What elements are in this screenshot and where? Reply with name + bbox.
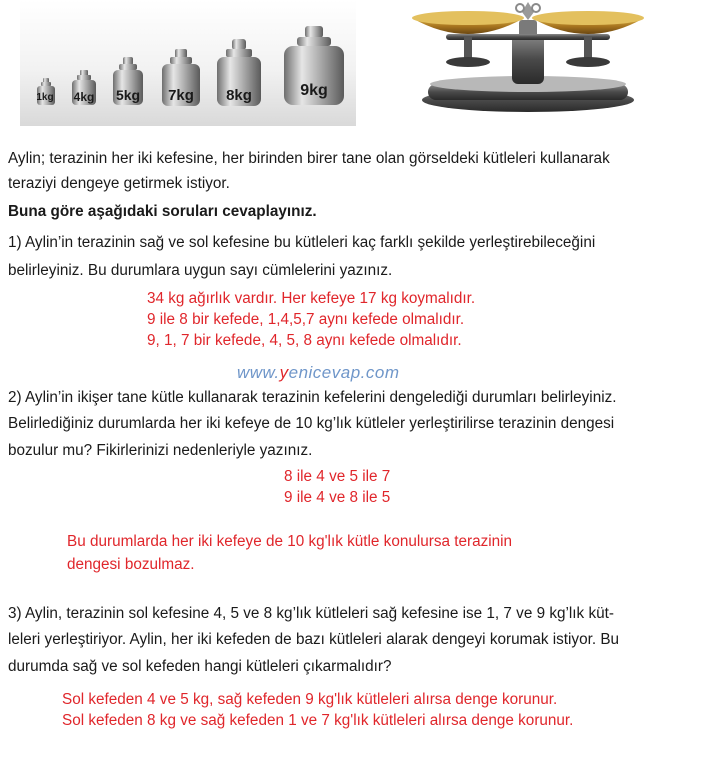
q2-explanation-2: dengesi bozulmaz. — [67, 556, 195, 573]
intro-line-2: teraziyi dengeye getirmek istiyor. — [8, 175, 230, 192]
q3-line-3: durumda sağ ve sol kefeden hangi kütleleri çıkarmalıdır? — [8, 658, 392, 675]
q2-line-1: 2) Aylin’in ikişer tane kütle kullanarak terazinin kefelerini dengelediği durumları belirleyiniz. — [8, 389, 617, 406]
weight-label: 5kg — [115, 87, 141, 103]
q1-answer-2: 9 ile 8 bir kefede, 1,4,5,7 aynı kefede olmalıdır. — [147, 311, 465, 328]
weight-label: 1kg — [36, 92, 54, 103]
watermark-suffix: enicevap.com — [288, 363, 400, 382]
weights-image — [20, 0, 356, 126]
weight-label: 4kg — [73, 90, 95, 104]
q2-line-3: bozulur mu? Fikirlerinizi nedenleriyle yazınız. — [8, 442, 313, 459]
q1-answer-1: 34 kg ağırlık vardır. Her kefeye 17 kg koymalıdır. — [147, 290, 476, 307]
q1-answer-3: 9, 1, 7 bir kefede, 4, 5, 8 aynı kefede olmalıdır. — [147, 332, 462, 349]
instruction: Buna göre aşağıdaki soruları cevaplayınız. — [8, 203, 317, 220]
q2-answer-2: 9 ile 4 ve 8 ile 5 — [284, 489, 391, 506]
watermark-accent: y — [279, 363, 289, 382]
q1-line-2: belirleyiniz. Bu durumlara uygun sayı cümlelerini yazınız. — [8, 262, 393, 279]
weight-4kg — [71, 70, 97, 106]
weight-9kg — [283, 26, 345, 106]
weight-7kg — [161, 49, 201, 107]
q2-explanation-1: Bu durumlarda her iki kefeye de 10 kg'lık kütle konulursa terazinin — [67, 533, 513, 550]
q3-answer-2: Sol kefeden 8 kg ve sağ kefeden 1 ve 7 kg'lık kütleleri alırsa denge korunur. — [62, 712, 574, 729]
weight-8kg — [216, 39, 262, 107]
q3-line-1: 3) Aylin, terazinin sol kefesine 4, 5 ve 8 kg’lık kütleleri sağ kefesine ise 1, 7 ve 9 kg’lık küt- — [8, 605, 614, 622]
q3-line-2: leleri yerleştiriyor. Aylin, her iki kefeden de bazı kütleleri alarak dengeyi korumak istiyor. Bu — [8, 631, 620, 648]
balance-scale-image — [408, 0, 648, 118]
q2-answer-1: 8 ile 4 ve 5 ile 7 — [284, 468, 391, 485]
weight-1kg — [36, 78, 56, 106]
intro-line-1: Aylin; terazinin her iki kefesine, her birinden birer tane olan görseldeki kütleleri kullanarak — [8, 150, 610, 167]
weight-label: 9kg — [300, 82, 328, 99]
weight-label: 8kg — [226, 87, 252, 104]
q1-line-1: 1) Aylin’in terazinin sağ ve sol kefesine bu kütleleri kaç farklı şekilde yerleştirebileceğini — [8, 234, 596, 251]
q2-line-2: Belirlediğiniz durumlarda her iki kefeye de 10 kg’lık kütleler yerleştirilirse terazinin dengesi — [8, 415, 615, 432]
q3-answer-1: Sol kefeden 4 ve 5 kg, sağ kefeden 9 kg'lık kütleleri alırsa denge korunur. — [62, 691, 558, 708]
watermark-prefix: www. — [237, 363, 280, 382]
weight-5kg — [112, 57, 144, 106]
weight-label: 7kg — [168, 87, 194, 104]
watermark — [237, 363, 400, 383]
